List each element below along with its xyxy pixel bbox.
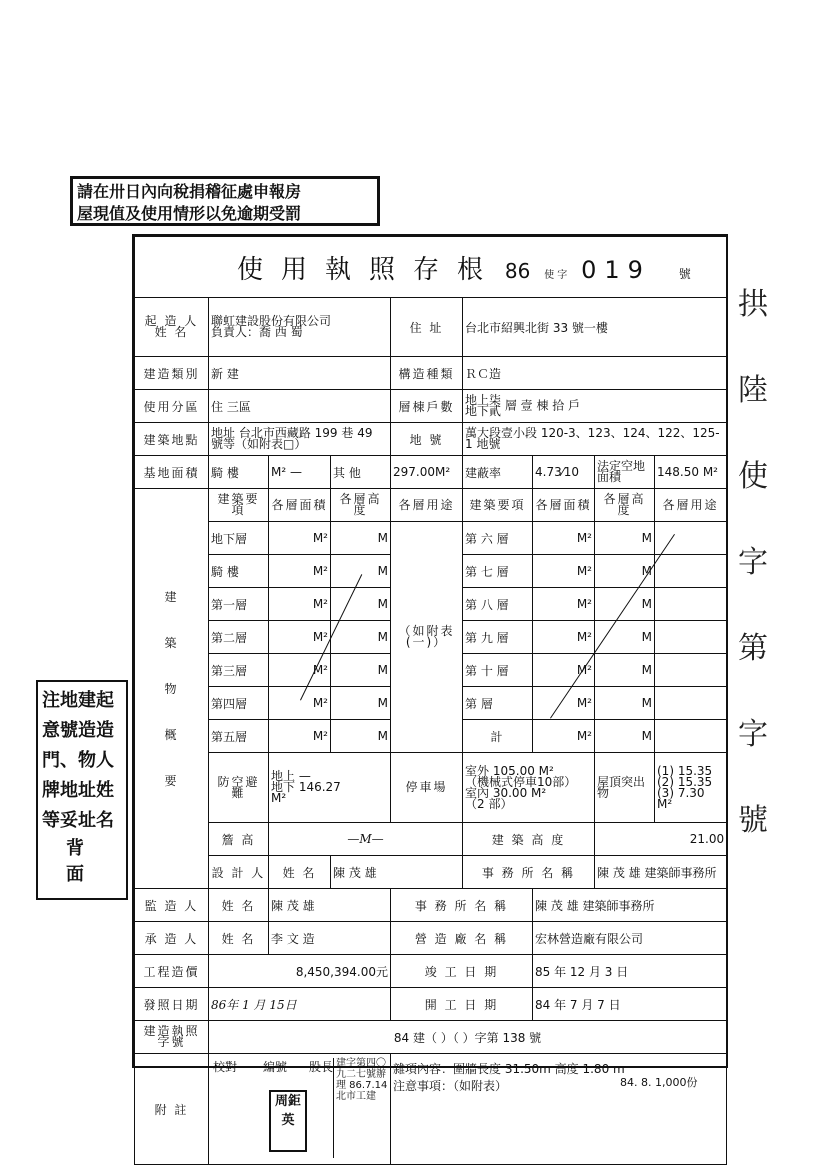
col-header: 建築要項 bbox=[463, 489, 533, 522]
permit-year: 86 bbox=[504, 258, 531, 283]
rooftop-2: (2) 15.35 bbox=[657, 774, 713, 789]
scribble-char: 拱 bbox=[738, 287, 768, 322]
legal-open-unit: M² bbox=[702, 465, 718, 479]
floor-label: 地下層 bbox=[209, 522, 269, 555]
permit-form: 使用執照存根 86 使 字 019 號 起 造 人 姓 名 聯虹建設股份有限公司 負責人：喬 西 蜀 住 址 台北市紹興北街 33 號一樓 建造類別 新 建 構造種類 ＲＣ造 使用分區 住 三區 層棟戶數 地上柒 地下貳 層 壹 棟 拾 戶 建築地點 地址 台北市西藏路 199 巷 49 號等（如附表□） 地 號 萬大段壹小段 120-3、123、124、122、125-1 地號 基地面積 騎 樓 M² — 其 他 297.00M² 建蔽率 4.73⁄10 法定空地面積 148.50 M² 建 築 物 概 要 建築要項 各層面積 各層高度 各層用途 建築要項 各層面積 各層高度 各層用途 地下層 M² M （如附表(一)） 第 六 層 M² M 騎 樓 M² M 第 七 層 M² M 第一層 M² M 第 八 層 M² M 第二層 M² M 第 九 層 M² M 第三層 M² M 第 十 層 M² M 第四層 M² M 第 層 M² M 第五層 M² M 計 M² M 防空避難 地上 — 地下 146.27 M² 停車場 室外 105.00 M² （機械式停車10部） 室內 30.00 M² （2 部） 屋頂突出物 (1) 15.35 (2) 15.35 (3) 7.30 M² 簷 高 —M— 建 築 高 度 21.00 設 計 人 姓 名 陳 茂 雄 事 務 所 名 稱 陳 茂 雄 建築師事務所 監 造 人 姓 名 陳 茂 雄 事 務 所 名 稱 陳 茂 雄 建築師事務所 承 造 人 姓 名 李 文 造 營 造 廠 名 稱 宏林營造廠有限公司 工程造價 8,450,394.00元 竣 工 日 期 85 年 12 月 3 日 發照日期 86年 1 月 15日 開 工 日 期 84 年 7 月 7 日 建造執照字號 84 建（ ）（ ）字第 138 號 附 註 校對 編號 股長 周鉅英 建字第四〇九二七號辦理 86.7.14 北市工建 雜項內容：圍牆長度 31.50m 高度 1.80 m 注意事項：（如附表） bbox=[132, 234, 728, 1068]
shelter-down: 地下 146.27 bbox=[271, 780, 341, 794]
contractor-company: 宏林營造廠有限公司 bbox=[533, 922, 727, 955]
col-header: 各層高度 bbox=[595, 489, 655, 522]
col-header: 各層用途 bbox=[391, 489, 463, 522]
scribble-char: 第 bbox=[738, 631, 768, 666]
appendix-label: 附 註 bbox=[135, 1054, 209, 1165]
floors-down: 地下貳 bbox=[465, 404, 502, 418]
structure: ＲＣ造 bbox=[463, 357, 727, 390]
notice-line-2: 屋現值及使用情形以免逾期受罰 bbox=[77, 204, 302, 223]
hao-label: 號 bbox=[678, 266, 691, 281]
misc-content: 雜項內容：圍牆長度 31.50m 高度 1.80 m bbox=[393, 1062, 625, 1076]
designer-office: 陳 茂 雄 建築師事務所 bbox=[595, 856, 727, 889]
indoor-value: 30.00 M² bbox=[492, 785, 547, 800]
rooftop-label: 屋頂突出物 bbox=[595, 753, 655, 823]
supervisor-name-label: 姓 名 bbox=[209, 889, 269, 922]
legal-open-value: 148.50 bbox=[657, 465, 699, 479]
notice-line-1: 請在卅日內向稅捐稽征處申報房 bbox=[77, 182, 302, 201]
side-note-line: 等妥址名 bbox=[42, 810, 114, 831]
ratio-label: 建蔽率 bbox=[465, 465, 502, 480]
build-type: 新 建 bbox=[209, 357, 391, 390]
structure-label: 構造種類 bbox=[391, 357, 463, 390]
floor-label: 第四層 bbox=[209, 687, 269, 720]
form-title-cell bbox=[135, 237, 727, 298]
designer-name: 陳 茂 雄 bbox=[331, 856, 463, 889]
shelter-unit: M² bbox=[271, 791, 287, 805]
side-char: 建 bbox=[164, 589, 179, 604]
rooftop-unit: M² bbox=[657, 796, 673, 811]
side-char: 概 bbox=[164, 727, 179, 742]
building-overview-label bbox=[135, 489, 209, 889]
tax-notice-box bbox=[70, 176, 380, 226]
side-note-line: 意號造造 bbox=[42, 720, 114, 741]
side-note-back: 背 bbox=[66, 838, 84, 859]
shelter-up: 地上 — bbox=[271, 769, 311, 783]
print-footer: 84. 8. 1,000份 bbox=[620, 1076, 698, 1089]
floor-label: 第 七 層 bbox=[463, 555, 533, 588]
col-header: 建築要項 bbox=[209, 489, 269, 522]
floors-up: 地上柒 bbox=[465, 393, 502, 407]
side-char: 物 bbox=[164, 681, 179, 696]
col-header: 各層面積 bbox=[533, 489, 595, 522]
supervisor-office: 陳 茂 雄 建築師事務所 bbox=[533, 889, 727, 922]
designer-name-label: 姓 名 bbox=[269, 856, 331, 889]
permit-no: 84 建（ ）（ ）字第 138 號 bbox=[209, 1021, 727, 1054]
col-header: 各層用途 bbox=[655, 489, 727, 522]
scribble-char: 使 bbox=[738, 459, 768, 494]
usage-note: （如附表(一)） bbox=[391, 522, 463, 753]
right-edge-handwriting bbox=[738, 262, 768, 864]
lot-suffix: 地號 bbox=[476, 437, 501, 451]
site-label: 建築地點 bbox=[135, 423, 209, 456]
completion-label: 竣 工 日 期 bbox=[391, 955, 533, 988]
ratio-value: 4.73⁄10 bbox=[533, 456, 595, 489]
building-height: 21.00 bbox=[595, 823, 727, 856]
floor-label: 第 八 層 bbox=[463, 588, 533, 621]
contractor-company-label: 營 造 廠 名 稱 bbox=[391, 922, 533, 955]
name-label: 姓 名 bbox=[154, 325, 189, 339]
designer-role: 設 計 人 bbox=[209, 856, 269, 889]
floor-label: 第二層 bbox=[209, 621, 269, 654]
other-label: 其 他 bbox=[331, 456, 391, 489]
floors-label: 層棟戶數 bbox=[391, 390, 463, 423]
site-prefix: 地址 bbox=[211, 426, 236, 440]
shelter-label: 防空避難 bbox=[209, 753, 269, 823]
permit-number: 019 bbox=[581, 255, 651, 284]
contractor-name-label: 姓 名 bbox=[209, 922, 269, 955]
scribble-char: 字 bbox=[738, 545, 768, 580]
eave-value: —M— bbox=[269, 823, 463, 856]
proofread-label: 校對 bbox=[213, 1060, 238, 1074]
side-char: 要 bbox=[164, 773, 179, 788]
floor-label: 騎 樓 bbox=[209, 555, 269, 588]
scribble-char: 號 bbox=[738, 803, 768, 838]
issue-date-label: 發照日期 bbox=[135, 988, 209, 1021]
floor-label: 第 六 層 bbox=[463, 522, 533, 555]
start-date-label: 開 工 日 期 bbox=[391, 988, 533, 1021]
other-value: 297.00M² bbox=[391, 456, 463, 489]
attention-note: 注意事項：（如附表） bbox=[393, 1079, 508, 1093]
side-note-line: 牌地址姓 bbox=[42, 780, 114, 801]
start-date: 84 年 7 月 7 日 bbox=[533, 988, 727, 1021]
legal-open-label: 法定空地面積 bbox=[595, 456, 655, 489]
floor-label: 第五層 bbox=[209, 720, 269, 753]
floors-rest: 層 壹 棟 拾 戶 bbox=[504, 398, 581, 413]
supervisor-name: 陳 茂 雄 bbox=[269, 889, 391, 922]
rooftop-1: (1) 15.35 bbox=[657, 763, 713, 778]
issue-date: 86年 1 月 15日 bbox=[209, 988, 391, 1021]
floor-label: 第三層 bbox=[209, 654, 269, 687]
contractor-role: 承 造 人 bbox=[135, 922, 209, 955]
indoor-label: 室內 bbox=[465, 785, 490, 800]
building-height-label: 建 築 高 度 bbox=[463, 823, 595, 856]
cost-value: 8,450,394.00元 bbox=[209, 955, 391, 988]
form-title: 使用執照存根 bbox=[237, 254, 502, 285]
side-note-box bbox=[36, 680, 128, 900]
lot-label: 地 號 bbox=[391, 423, 463, 456]
supervisor-office-label: 事 務 所 名 稱 bbox=[391, 889, 533, 922]
side-note-line: 門、物人 bbox=[42, 750, 114, 771]
scribble-char: 陸 bbox=[738, 373, 768, 408]
side-char: 築 bbox=[164, 635, 179, 650]
reference-note: 建字第四〇九二七號辦理 86.7.14 北市工建 bbox=[333, 1058, 388, 1158]
rooftop-3: (3) 7.30 bbox=[657, 785, 705, 800]
floor-label: 計 bbox=[463, 720, 533, 753]
builder-rep: 負責人：喬 西 蜀 bbox=[211, 325, 303, 339]
build-type-label: 建造類別 bbox=[135, 357, 209, 390]
address-label: 住 址 bbox=[391, 298, 463, 357]
builder-label: 起 造 人 bbox=[144, 314, 199, 328]
use-char: 使 字 bbox=[544, 269, 568, 281]
zone: 住 三區 bbox=[209, 390, 391, 423]
side-note-back: 面 bbox=[66, 864, 84, 885]
arcade-value: M² — bbox=[269, 456, 331, 489]
outdoor-label: 室外 bbox=[465, 763, 490, 778]
floor-label: 第 十 層 bbox=[463, 654, 533, 687]
completion-date: 85 年 12 月 3 日 bbox=[533, 955, 727, 988]
builder-address: 台北市紹興北街 33 號一樓 bbox=[463, 298, 727, 357]
col-header: 各層高度 bbox=[331, 489, 391, 522]
floor-label: 第一層 bbox=[209, 588, 269, 621]
scribble-char: 字 bbox=[738, 717, 768, 752]
outdoor-value: 105.00 M² bbox=[492, 763, 554, 778]
zone-label: 使用分區 bbox=[135, 390, 209, 423]
section-chief-label: 股長 bbox=[309, 1060, 334, 1074]
builder-name: 聯虹建設股份有限公司 bbox=[211, 314, 332, 328]
indoor-note: （2 部） bbox=[465, 796, 513, 811]
site-area-label: 基地面積 bbox=[135, 456, 209, 489]
side-note-line: 注地建起 bbox=[42, 690, 114, 711]
floor-label: 第 九 層 bbox=[463, 621, 533, 654]
official-seal: 周鉅英 bbox=[269, 1090, 307, 1152]
eave-label: 簷 高 bbox=[209, 823, 269, 856]
site-address: 台北市西藏路 199 巷 49 號等（如附表□） bbox=[211, 426, 373, 451]
parking-label: 停車場 bbox=[391, 753, 463, 823]
floor-label: 第 層 bbox=[463, 687, 533, 720]
designer-office-label: 事 務 所 名 稱 bbox=[463, 856, 595, 889]
outdoor-note: （機械式停車10部） bbox=[465, 774, 577, 789]
arcade-label: 騎 樓 bbox=[209, 456, 269, 489]
cost-label: 工程造價 bbox=[135, 955, 209, 988]
serial-label: 編號 bbox=[263, 1060, 288, 1074]
lot-number: 萬大段壹小段 120-3、123、124、122、125-1 bbox=[465, 426, 720, 451]
supervisor-role: 監 造 人 bbox=[135, 889, 209, 922]
contractor-name: 李 文 造 bbox=[269, 922, 391, 955]
permit-no-label: 建造執照字號 bbox=[135, 1021, 209, 1054]
col-header: 各層面積 bbox=[269, 489, 331, 522]
